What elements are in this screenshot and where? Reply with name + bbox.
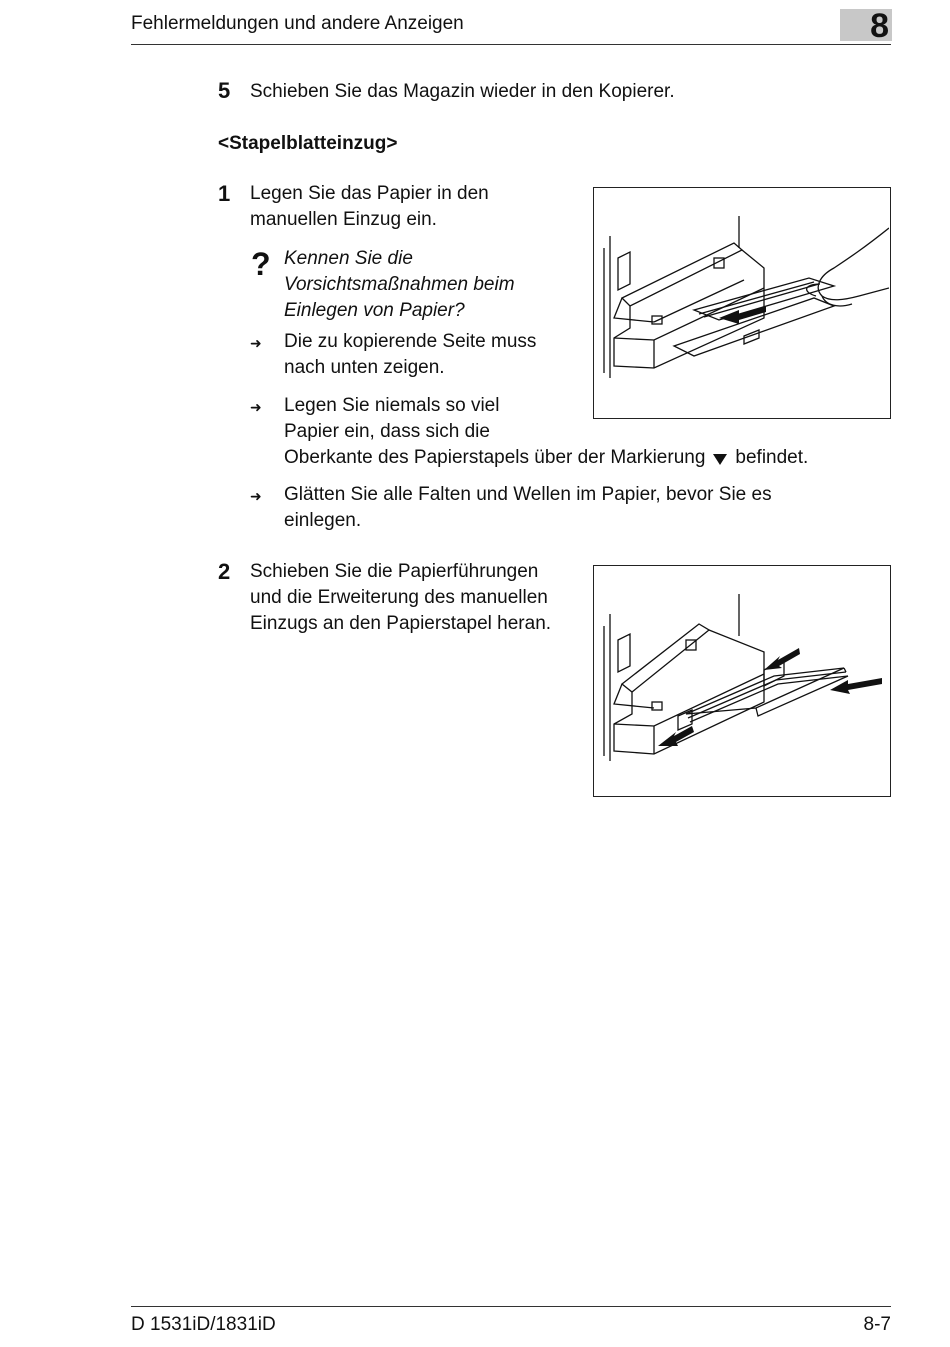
arrow-bullet-icon: ➜ [250,399,262,415]
hint-line-3: Einlegen von Papier? [284,300,465,321]
figure-paper-guides [593,565,891,797]
bullet-2-line-2: Papier ein, dass sich die [284,421,490,442]
bullet-1 [284,329,536,381]
step-2-line-2: und die Erweiterung des manuellen [250,587,548,608]
arrow-bullet-icon: ➜ [250,488,262,504]
running-header: Fehlermeldungen und andere Anzeigen [131,13,464,34]
step-number-1: 1 [218,181,231,206]
step-2-line-3: Einzugs an den Papierstapel heran. [250,613,552,634]
footer-model: D 1531iD/1831iD [131,1314,276,1335]
bullet-2-line-3b: befindet. [735,447,809,468]
bypass-tray-illustration-1 [594,188,889,417]
bullet-1-line-1: Die zu kopierende Seite muss [284,331,537,352]
arrow-bullet-icon: ➜ [250,335,262,351]
step-number-2: 2 [218,559,231,584]
bullet-3-line-2: einlegen. [284,510,362,531]
chapter-tab [840,7,892,45]
bullet-3-line-1: Glätten Sie alle Falten und Wellen im Papier, bevor Sie es [284,484,772,505]
hint-question [284,246,515,324]
footer-rule [131,1306,891,1307]
question-mark-icon: ? [251,246,271,282]
step-number-5: 5 [218,78,231,103]
chapter-number: 8 [870,7,889,45]
step-1-text [250,181,489,233]
bypass-tray-illustration-2 [594,566,889,795]
step-1-line-1: Legen Sie das Papier in den [250,183,489,204]
footer-page-number: 8-7 [863,1314,891,1335]
step-5-text: Schieben Sie das Magazin wieder in den Kopierer. [250,81,675,102]
bullet-3 [284,482,884,534]
hint-line-1: Kennen Sie die [284,248,413,269]
step-2-line-1: Schieben Sie die Papierführungen [250,561,539,582]
bullet-2-line-3 [284,445,884,471]
bullet-2-line-1: Legen Sie niemals so viel [284,395,500,416]
bullet-2-line-3a: Oberkante des Papierstapels über der Markierung [284,447,706,468]
section-heading: <Stapelblatteinzug> [218,133,398,154]
bullet-1-line-2: nach unten zeigen. [284,357,445,378]
hint-line-2: Vorsichtsmaßnahmen beim [284,274,515,295]
figure-paper-loading [593,187,891,419]
fill-mark-icon [713,454,727,465]
header-rule [131,44,891,45]
step-2-text [250,559,551,637]
step-1-line-2: manuellen Einzug ein. [250,209,437,230]
